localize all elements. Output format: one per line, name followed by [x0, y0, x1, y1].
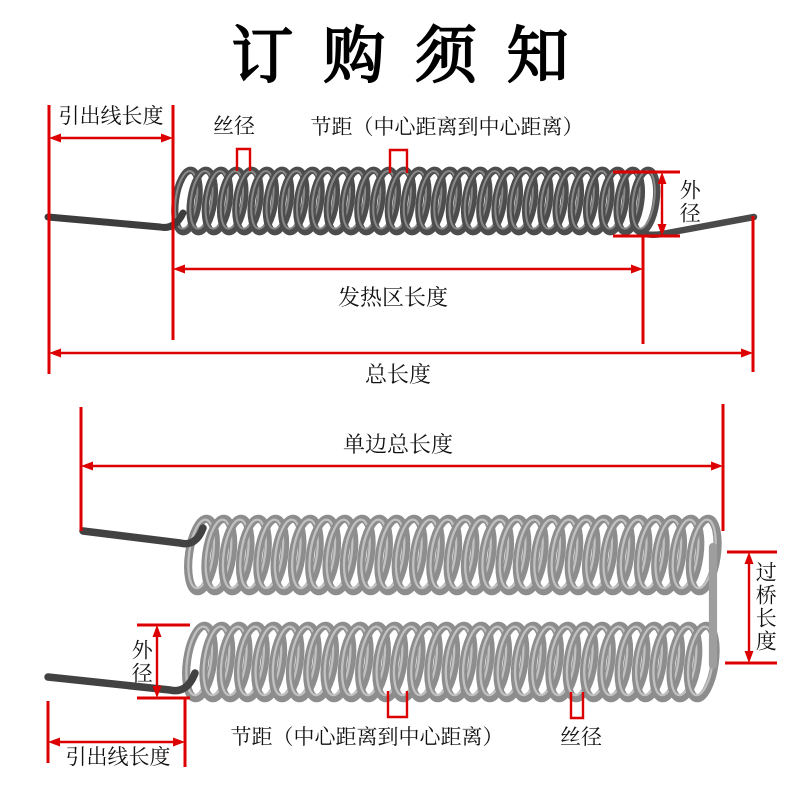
label-pitch-bottom: 节距（中心距离到中心距离）	[230, 725, 504, 749]
label-lead-wire-length-bottom: 引出线长度	[65, 745, 171, 769]
bottom-upper-coil	[184, 517, 722, 593]
label-bridge-length: 过桥长度	[753, 561, 778, 653]
label-heating-zone-length: 发热区长度	[337, 286, 449, 311]
label-lead-wire-length-top: 引出线长度	[58, 104, 164, 128]
bottom-upper-lead-wire	[83, 528, 203, 544]
bottom-lower-coil	[182, 624, 720, 700]
label-single-side-total-length: 单边总长度	[342, 433, 454, 458]
bottom-lower-lead-wire	[48, 673, 195, 691]
top-heater-coil	[171, 169, 660, 234]
top-left-lead-wire	[48, 213, 183, 227]
label-wire-diameter-top: 丝径	[213, 114, 255, 138]
label-wire-diameter-bottom: 丝径	[560, 725, 602, 749]
page-title: 订购须知	[231, 19, 599, 92]
label-outer-diameter-bottom: 外径	[129, 639, 154, 685]
label-total-length: 总长度	[364, 363, 432, 388]
label-pitch-top: 节距（中心距离到中心距离）	[310, 115, 584, 139]
label-outer-diameter-top: 外径	[677, 179, 702, 225]
